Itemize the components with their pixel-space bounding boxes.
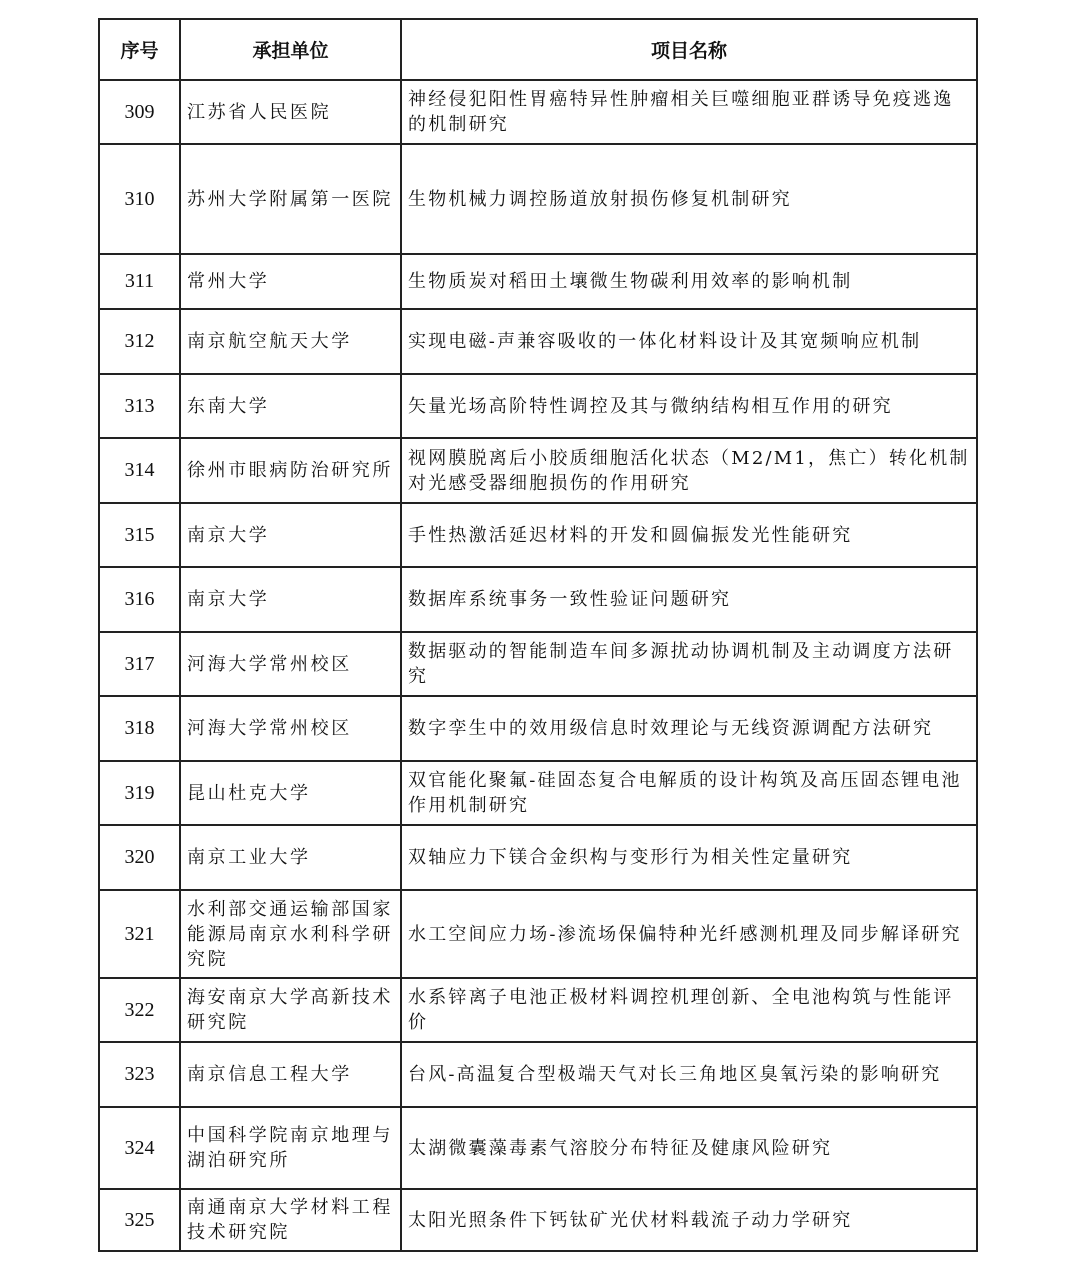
table-row bbox=[99, 825, 977, 890]
table-row bbox=[99, 438, 977, 503]
row-number: 313 bbox=[99, 374, 180, 438]
table-row bbox=[99, 890, 977, 978]
header-unit: 承担单位 bbox=[180, 19, 401, 80]
row-unit: 常州大学 bbox=[180, 254, 401, 309]
row-unit: 河海大学常州校区 bbox=[180, 696, 401, 761]
row-number: 318 bbox=[99, 696, 180, 761]
row-unit: 南通南京大学材料工程技术研究院 bbox=[180, 1189, 401, 1251]
row-unit: 南京大学 bbox=[180, 567, 401, 632]
row-number: 323 bbox=[99, 1042, 180, 1107]
row-unit: 南京信息工程大学 bbox=[180, 1042, 401, 1107]
row-number: 310 bbox=[99, 144, 180, 254]
header-title: 项目名称 bbox=[401, 19, 977, 80]
row-project-title: 双轴应力下镁合金织构与变形行为相关性定量研究 bbox=[401, 825, 977, 890]
row-project-title: 实现电磁-声兼容吸收的一体化材料设计及其宽频响应机制 bbox=[401, 309, 977, 374]
row-unit: 南京工业大学 bbox=[180, 825, 401, 890]
table-row bbox=[99, 632, 977, 696]
row-unit: 中国科学院南京地理与湖泊研究所 bbox=[180, 1107, 401, 1189]
row-project-title: 太湖微囊藻毒素气溶胶分布特征及健康风险研究 bbox=[401, 1107, 977, 1189]
table-row bbox=[99, 1042, 977, 1107]
table-row bbox=[99, 80, 977, 144]
row-project-title: 台风-高温复合型极端天气对长三角地区臭氧污染的影响研究 bbox=[401, 1042, 977, 1107]
row-project-title: 数字孪生中的效用级信息时效理论与无线资源调配方法研究 bbox=[401, 696, 977, 761]
row-unit: 南京航空航天大学 bbox=[180, 309, 401, 374]
row-number: 311 bbox=[99, 254, 180, 309]
table-row bbox=[99, 374, 977, 438]
row-number: 319 bbox=[99, 761, 180, 825]
row-number: 317 bbox=[99, 632, 180, 696]
row-project-title: 数据驱动的智能制造车间多源扰动协调机制及主动调度方法研究 bbox=[401, 632, 977, 696]
table-row bbox=[99, 567, 977, 632]
table-body bbox=[99, 80, 977, 1251]
row-number: 316 bbox=[99, 567, 180, 632]
row-project-title: 手性热激活延迟材料的开发和圆偏振发光性能研究 bbox=[401, 503, 977, 567]
row-number: 312 bbox=[99, 309, 180, 374]
row-number: 322 bbox=[99, 978, 180, 1042]
table-row bbox=[99, 696, 977, 761]
header-no: 序号 bbox=[99, 19, 180, 80]
row-number: 325 bbox=[99, 1189, 180, 1251]
table-row bbox=[99, 978, 977, 1042]
row-project-title: 太阳光照条件下钙钛矿光伏材料载流子动力学研究 bbox=[401, 1189, 977, 1251]
row-unit: 水利部交通运输部国家能源局南京水利科学研究院 bbox=[180, 890, 401, 978]
row-project-title: 视网膜脱离后小胶质细胞活化状态（M2/M1，焦亡）转化机制对光感受器细胞损伤的作用研究 bbox=[401, 438, 977, 503]
row-project-title: 神经侵犯阳性胃癌特异性肿瘤相关巨噬细胞亚群诱导免疫逃逸的机制研究 bbox=[401, 80, 977, 144]
row-number: 320 bbox=[99, 825, 180, 890]
table-row bbox=[99, 503, 977, 567]
row-project-title: 生物机械力调控肠道放射损伤修复机制研究 bbox=[401, 144, 977, 254]
row-project-title: 矢量光场高阶特性调控及其与微纳结构相互作用的研究 bbox=[401, 374, 977, 438]
table-row bbox=[99, 1189, 977, 1251]
row-unit: 南京大学 bbox=[180, 503, 401, 567]
row-number: 315 bbox=[99, 503, 180, 567]
row-unit: 徐州市眼病防治研究所 bbox=[180, 438, 401, 503]
table-row bbox=[99, 309, 977, 374]
row-unit: 苏州大学附属第一医院 bbox=[180, 144, 401, 254]
row-project-title: 水工空间应力场-渗流场保偏特种光纤感测机理及同步解译研究 bbox=[401, 890, 977, 978]
table-row bbox=[99, 254, 977, 309]
row-number: 309 bbox=[99, 80, 180, 144]
table-row bbox=[99, 761, 977, 825]
row-unit: 昆山杜克大学 bbox=[180, 761, 401, 825]
row-number: 324 bbox=[99, 1107, 180, 1189]
row-number: 321 bbox=[99, 890, 180, 978]
row-unit: 江苏省人民医院 bbox=[180, 80, 401, 144]
table-row bbox=[99, 1107, 977, 1189]
row-project-title: 双官能化聚氟-硅固态复合电解质的设计构筑及高压固态锂电池作用机制研究 bbox=[401, 761, 977, 825]
row-unit: 东南大学 bbox=[180, 374, 401, 438]
row-project-title: 生物质炭对稻田土壤微生物碳利用效率的影响机制 bbox=[401, 254, 977, 309]
table-header-row bbox=[99, 19, 977, 80]
table-row bbox=[99, 144, 977, 254]
row-number: 314 bbox=[99, 438, 180, 503]
row-project-title: 数据库系统事务一致性验证问题研究 bbox=[401, 567, 977, 632]
row-unit: 河海大学常州校区 bbox=[180, 632, 401, 696]
project-table bbox=[98, 18, 978, 1252]
row-unit: 海安南京大学高新技术研究院 bbox=[180, 978, 401, 1042]
row-project-title: 水系锌离子电池正极材料调控机理创新、全电池构筑与性能评价 bbox=[401, 978, 977, 1042]
